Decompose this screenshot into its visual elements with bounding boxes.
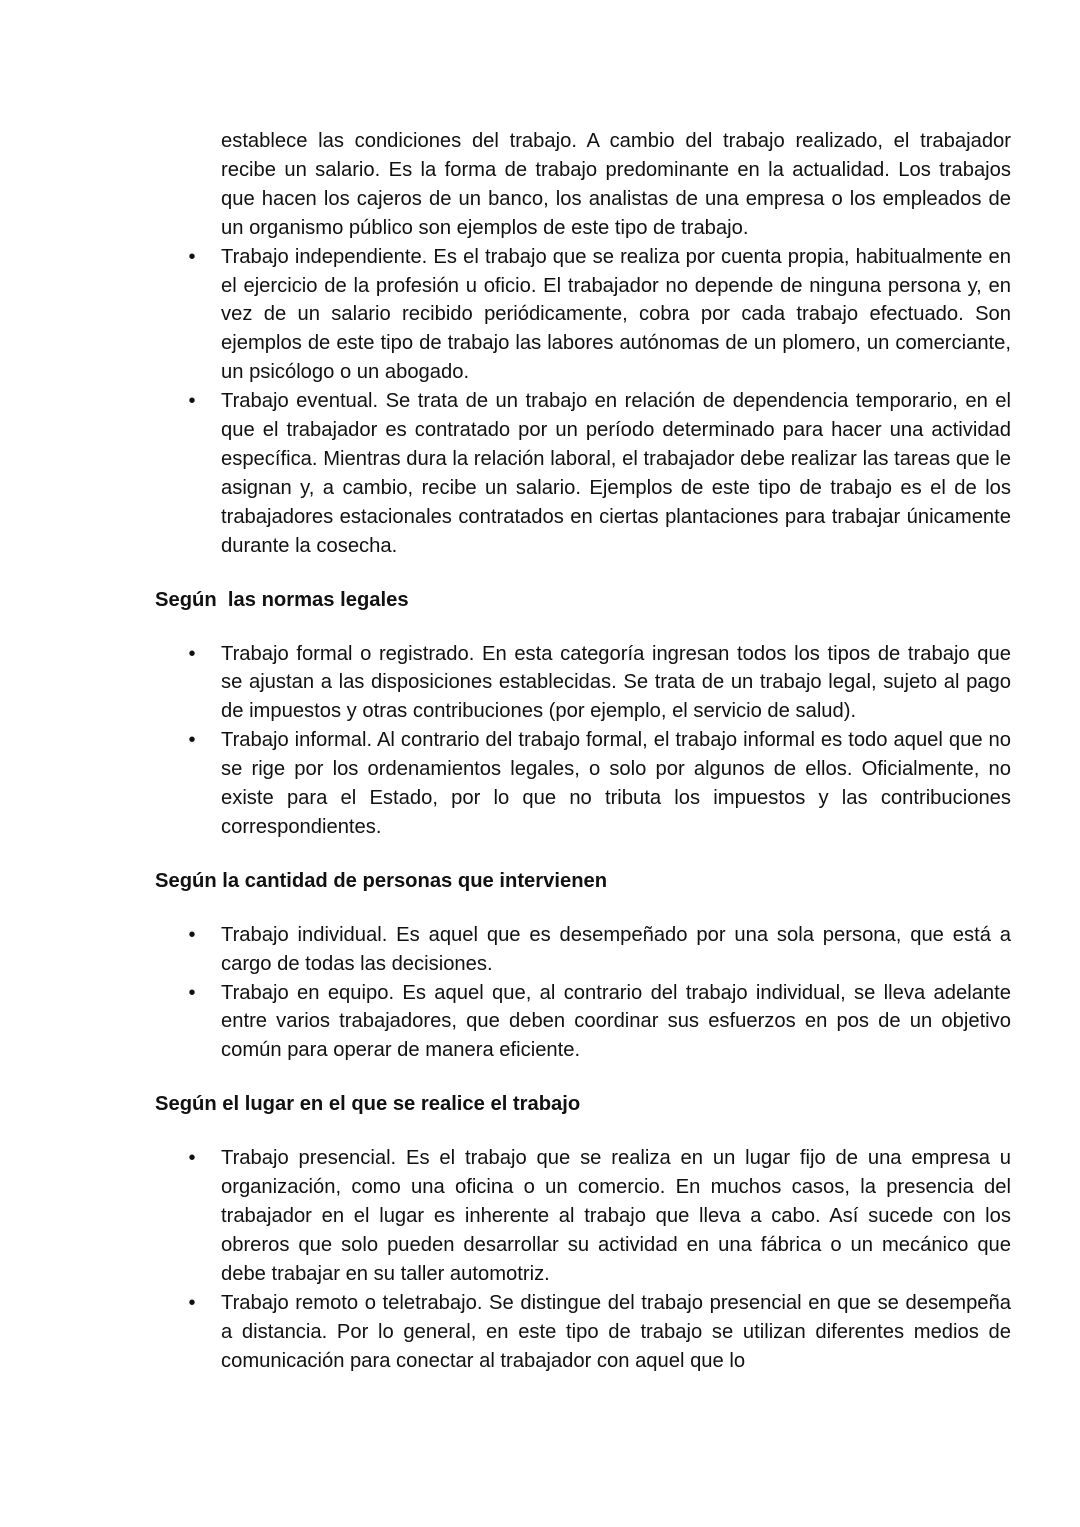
list-item [188,921,1011,979]
bullet-icon: • [188,981,196,1004]
spacer [155,1119,1011,1144]
bullet-icon: • [188,923,196,946]
bullet-icon: • [188,1147,196,1170]
spacer [155,842,1011,867]
spacer [155,896,1011,921]
section-heading-legal: Según las normas legales [155,588,409,611]
bullet-icon: • [188,390,196,413]
list-item-text: Trabajo presencial. Es el trabajo que se realiza en un lugar fijo de una empresa u organización, como una oficina o un comercio. En muchos casos, la presencia del trabajador en el lugar es inherente al trabajo que lleva a cabo. Así sucede con los obreros que solo pueden desarrollar su actividad en una fábrica o un mecánico que debe trabajar en su taller automotriz. [221,1147,1011,1285]
document-body [155,127,1011,1375]
list-item-text: Trabajo informal. Al contrario del trabajo formal, el trabajo informal es todo aquel que no se rige por los ordenamientos legales, o solo por algunos de ellos. Oficialmente, no existe para el Estado, por lo que no tributa los impuestos y las contribuciones correspondientes. [221,729,1011,838]
list-item [188,243,1011,388]
people-list [155,921,1011,1066]
list-item [188,387,1011,560]
list-item [188,726,1011,842]
place-list [155,1144,1011,1375]
bullet-icon: • [188,642,196,665]
list-item [188,979,1011,1066]
list-item-text: Trabajo formal o registrado. En esta categoría ingresan todos los tipos de trabajo que se ajustan a las disposiciones establecidas. Se trata de un trabajo legal, sujeto al pago de impuestos y otras contribuciones (por ejemplo, el servicio de salud). [221,642,1011,723]
section-heading-place: Según el lugar en el que se realice el trabajo [155,1093,581,1116]
list-item-text: Trabajo individual. Es aquel que es desempeñado por una sola persona, que está a cargo de todas las decisiones. [221,923,1011,975]
list-item [188,1289,1011,1376]
bullet-icon: • [188,245,196,268]
legal-list [155,640,1011,842]
list-item [188,640,1011,727]
intro-continuation-paragraph: establece las condiciones del trabajo. A cambio del trabajo realizado, el trabajador recibe un salario. Es la forma de trabajo predominante en la actualidad. Los trabajos que hacen los cajeros de un banco, los analistas de una empresa o los empleados de un organismo público son ejemplos de este tipo de trabajo. [221,130,1011,239]
spacer [155,1065,1011,1090]
list-item [188,1144,1011,1289]
spacer [155,615,1011,640]
section-heading-people: Según la cantidad de personas que intervienen [155,869,608,892]
list-item-text: Trabajo independiente. Es el trabajo que se realiza por cuenta propia, habitualmente en el ejercicio de la profesión u oficio. El trabajador no depende de ninguna persona y, en vez de un salario recibido periódicamente, cobra por cada trabajo efectuado. Son ejemplos de este tipo de trabajo las labores autónomas de un plomero, un comerciante, un psicólogo o un abogado. [221,245,1011,384]
bullet-icon: • [188,729,196,752]
list-item-text: Trabajo eventual. Se trata de un trabajo en relación de dependencia temporario, en el que el trabajador es contratado por un período determinado para hacer una actividad específica. Mientras dura la relación laboral, el trabajador debe realizar las tareas que le asignan y, a cambio, recibe un salario. Ejemplos de este tipo de trabajo es el de los trabajadores estacionales contratados en ciertas plantaciones para trabajar únicamente durante la cosecha. [221,390,1011,557]
work-types-list [155,243,1011,561]
spacer [155,561,1011,586]
list-item-text: Trabajo en equipo. Es aquel que, al contrario del trabajo individual, se lleva adelante entre varios trabajadores, que deben coordinar sus esfuerzos en pos de un objetivo común para operar de manera eficiente. [221,981,1011,1062]
bullet-icon: • [188,1291,196,1314]
list-item-text: Trabajo remoto o teletrabajo. Se distingue del trabajo presencial en que se desempeña a distancia. Por lo general, en este tipo de trabajo se utilizan diferentes medios de comunicación para conectar al trabajador con aquel que lo [221,1291,1011,1372]
